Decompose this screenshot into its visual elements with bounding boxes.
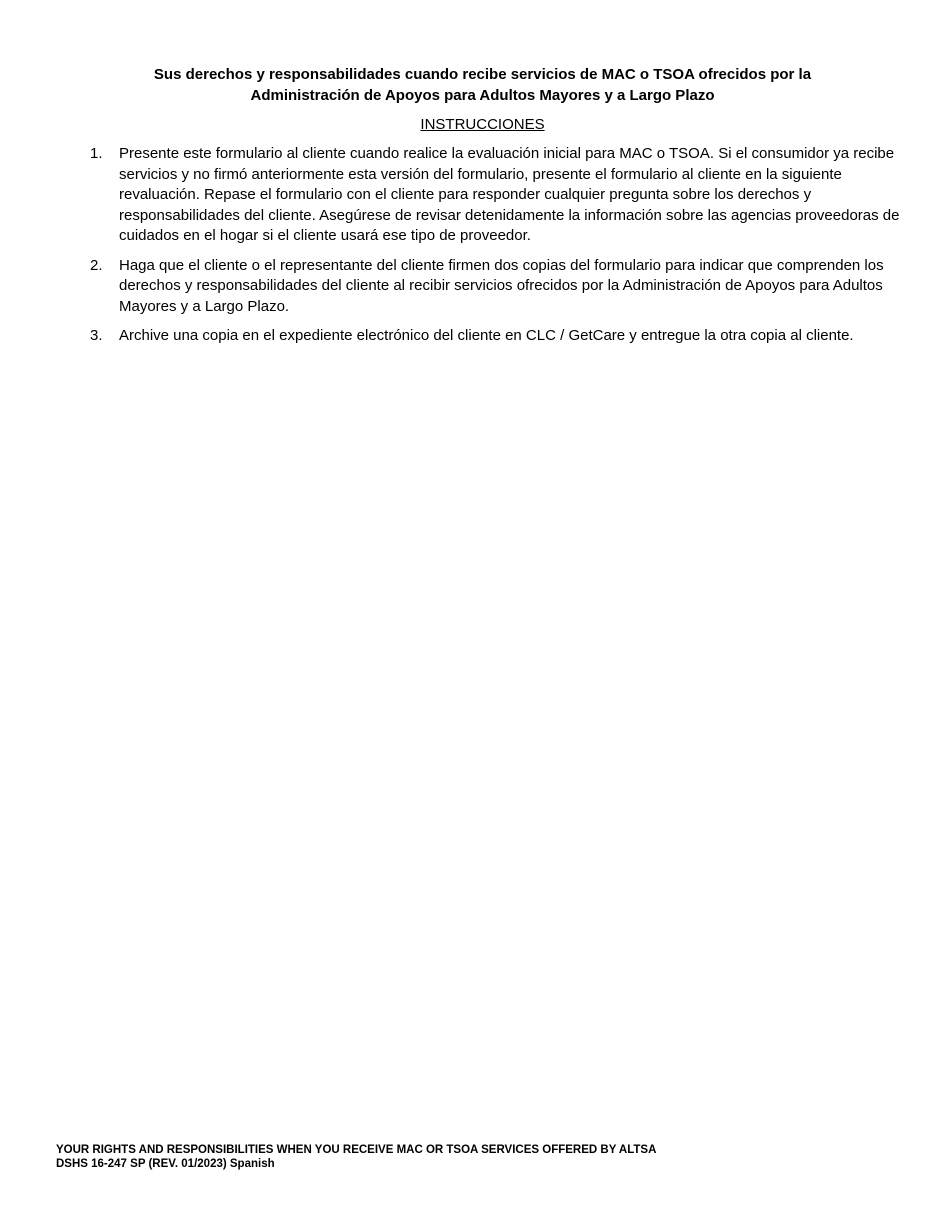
instruction-number: 3. <box>90 327 103 344</box>
instruction-item <box>90 256 900 318</box>
instructions-heading: INSTRUCCIONES <box>420 116 545 133</box>
document-title-line-2: Administración de Apoyos para Adultos Mayores y a Largo Plazo <box>250 87 715 104</box>
instruction-text: Presente este formulario al cliente cuando realice la evaluación inicial para MAC o TSOA. Si el consumidor ya recibe servicios y no firmó anteriormente esta versión del formulario, presente el formulario al cliente en la siguiente revaluación. Repase el formulario con el cliente para responder cualquier pregunta sobre los derechos y responsabilidades del cliente. Asegúrese de revisar detenidamente la información sobre las agencias proveedoras de cuidados en el hogar si el cliente usará ese tipo de proveedor. <box>119 145 900 244</box>
instruction-number: 2. <box>90 256 103 274</box>
instruction-text: Haga que el cliente o el representante del cliente firmen dos copias del formulario para indicar que comprenden los derechos y responsabilidades del cliente al recibir servicios ofrecidos por la Administración de Apoyos para Adultos Mayores y a Largo Plazo. <box>119 256 884 315</box>
instructions-list <box>90 144 900 356</box>
document-title <box>100 64 865 106</box>
footer-form-title: YOUR RIGHTS AND RESPONSIBILITIES WHEN YOU RECEIVE MAC OR TSOA SERVICES OFFERED BY ALTSA <box>56 1144 657 1156</box>
document-title-line-1: Sus derechos y responsabilidades cuando recibe servicios de MAC o TSOA ofrecidos por la <box>153 66 812 83</box>
instruction-text: Archive una copia en el expediente electrónico del cliente en CLC / GetCare y entregue la otra copia al cliente. <box>119 327 854 344</box>
document-footer <box>56 1143 876 1171</box>
instruction-number: 1. <box>90 145 103 162</box>
instruction-item <box>90 326 900 347</box>
instruction-item <box>90 144 900 247</box>
footer-form-number: DSHS 16-247 SP (REV. 01/2023) Spanish <box>56 1158 275 1170</box>
